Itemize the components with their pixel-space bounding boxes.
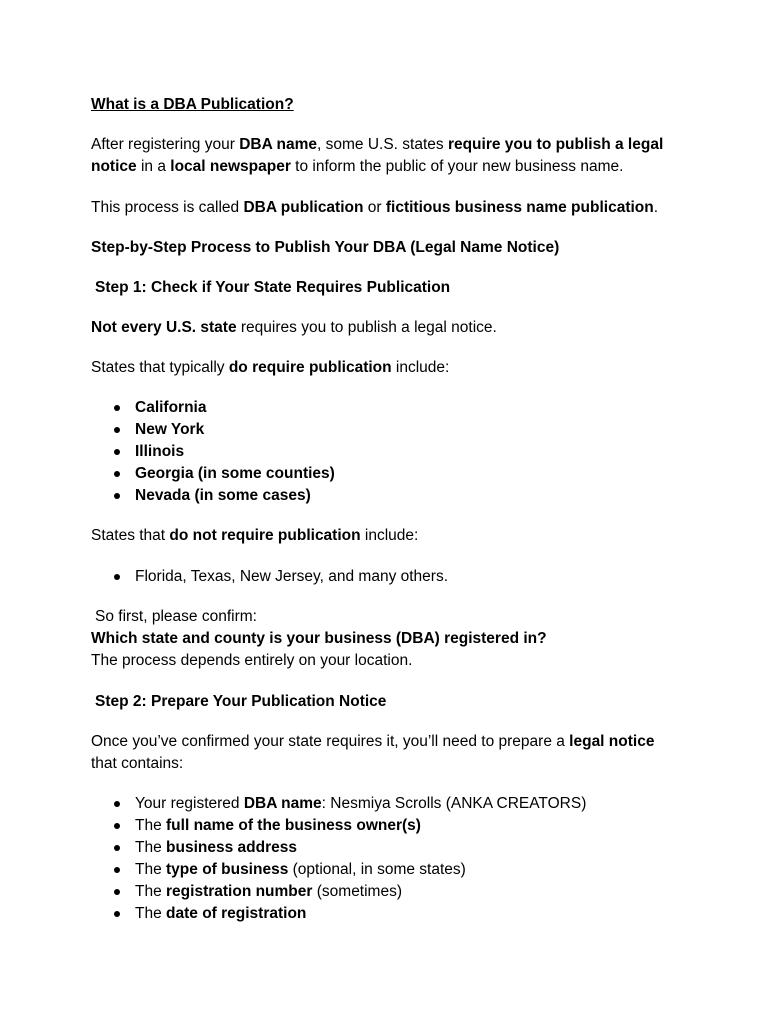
- list-item: Illinois: [135, 443, 185, 460]
- step1-paragraph-1: Not every U.S. state requires you to publish a legal notice.: [91, 319, 497, 336]
- bullet-icon: [114, 574, 120, 580]
- list-item: Florida, Texas, New Jersey, and many others.: [135, 568, 449, 585]
- bullet-icon: [114, 889, 120, 895]
- bullet-icon: [114, 471, 120, 477]
- step2-paragraph-line-1: Once you’ve confirmed your state requires it, you’ll need to prepare a legal notice: [91, 733, 655, 750]
- list-item: The type of business (optional, in some states): [135, 861, 466, 878]
- confirm-prompt: So first, please confirm:: [95, 608, 257, 625]
- step2-paragraph-line-2: that contains:: [91, 755, 184, 772]
- list-item: The date of registration: [135, 905, 307, 922]
- step1-paragraph-2: States that typically do require publication include:: [91, 359, 450, 376]
- bullet-icon: [114, 801, 120, 807]
- list-item: New York: [135, 421, 205, 438]
- intro-paragraph-2: This process is called DBA publication or fictitious business name publication.: [91, 199, 659, 216]
- step1-heading: Step 1: Check if Your State Requires Publication: [95, 279, 451, 296]
- step2-heading: Step 2: Prepare Your Publication Notice: [95, 693, 387, 710]
- list-item: Your registered DBA name: Nesmiya Scrolls (ANKA CREATORS): [135, 795, 587, 812]
- bullet-icon: [114, 449, 120, 455]
- bullet-icon: [114, 427, 120, 433]
- list-item: Georgia (in some counties): [135, 465, 335, 482]
- intro-paragraph-line-1: After registering your DBA name, some U.S. states require you to publish a legal: [91, 136, 664, 153]
- intro-paragraph-line-2: notice in a local newspaper to inform the public of your new business name.: [91, 158, 624, 175]
- list-item: California: [135, 399, 207, 416]
- bullet-icon: [114, 845, 120, 851]
- confirm-question: Which state and county is your business (DBA) registered in?: [91, 630, 547, 647]
- bullet-icon: [114, 867, 120, 873]
- bullet-icon: [114, 405, 120, 411]
- bullet-icon: [114, 493, 120, 499]
- list-item: The full name of the business owner(s): [135, 817, 421, 834]
- list-item: The registration number (sometimes): [135, 883, 403, 900]
- bullet-icon: [114, 823, 120, 829]
- bullet-icon: [114, 911, 120, 917]
- step1-paragraph-3: States that do not require publication include:: [91, 527, 419, 544]
- list-item: The business address: [135, 839, 297, 856]
- list-item: Nevada (in some cases): [135, 487, 311, 504]
- confirm-note: The process depends entirely on your location.: [91, 652, 413, 669]
- page-title: What is a DBA Publication?: [91, 96, 294, 113]
- process-heading: Step-by-Step Process to Publish Your DBA (Legal Name Notice): [91, 239, 560, 256]
